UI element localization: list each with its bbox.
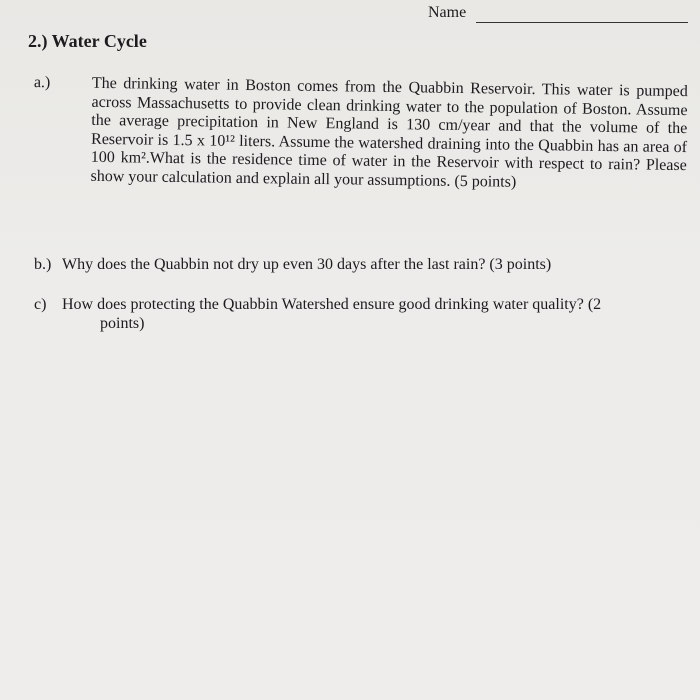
question-c xyxy=(34,296,688,333)
question-b-label: b.) xyxy=(34,256,52,273)
question-c-text-continued: points) xyxy=(100,314,145,332)
question-a-text: The drinking water in Boston comes from the Quabbin Reservoir. This water is pumped across Massachusetts to provide clean drinking water to the population of Boston. Assume the average precipitation in New England is 130 cm/year and that the volume of the Reservoir is 1.5 x 10¹² liters. Assume the watershed draining into the Quabbin has an area of 100 km².What is the residence time of water in the Reservoir with respect to rain? Please show your calculation and explain all your assumptions. (5 points) xyxy=(90,74,688,191)
question-c-label: c) xyxy=(34,296,47,313)
question-a-label: a.) xyxy=(33,74,51,92)
name-label: Name xyxy=(428,4,467,21)
question-c-text: How does protecting the Quabbin Watershed ensure good drinking water quality? (2 xyxy=(62,296,602,313)
section-title: 2.) Water Cycle xyxy=(28,31,147,51)
name-blank-line xyxy=(476,22,688,23)
question-b xyxy=(34,256,688,275)
question-b-text: Why does the Quabbin not dry up even 30 days after the last rain? (3 points) xyxy=(62,256,552,273)
question-a xyxy=(32,74,687,194)
